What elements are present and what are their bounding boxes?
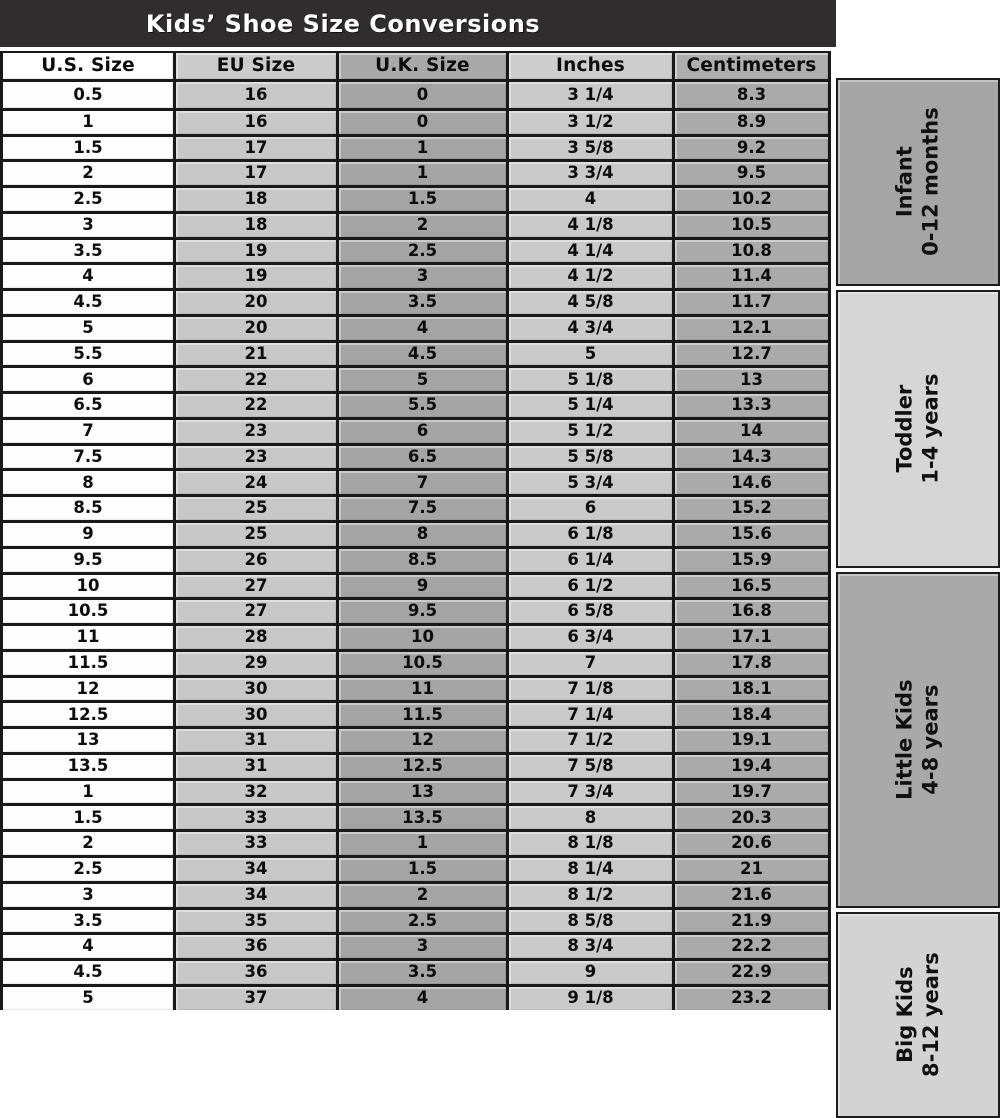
cell-us-size: 5 [0, 987, 173, 1010]
table-row [0, 752, 831, 778]
cell-centimeters: 10.8 [672, 240, 831, 263]
cell-uk-size: 0 [336, 111, 506, 134]
cell-inches: 6 [506, 497, 672, 520]
cell-us-size: 13 [0, 729, 173, 752]
cell-centimeters: 8.3 [672, 82, 831, 108]
cell-us-size: 12.5 [0, 703, 173, 726]
cell-centimeters: 18.1 [672, 678, 831, 701]
cell-eu-size: 35 [173, 910, 336, 933]
table-row [0, 443, 831, 469]
cell-inches: 7 1/2 [506, 729, 672, 752]
cell-centimeters: 19.1 [672, 729, 831, 752]
cell-eu-size: 22 [173, 394, 336, 417]
cell-eu-size: 20 [173, 317, 336, 340]
cell-us-size: 2.5 [0, 858, 173, 881]
cell-inches: 4 5/8 [506, 291, 672, 314]
table-row [0, 572, 831, 598]
cell-centimeters: 12.1 [672, 317, 831, 340]
cell-eu-size: 18 [173, 214, 336, 237]
cell-centimeters: 20.3 [672, 806, 831, 829]
cell-eu-size: 27 [173, 575, 336, 598]
cell-us-size: 9.5 [0, 549, 173, 572]
table-row [0, 546, 831, 572]
cell-centimeters: 19.7 [672, 781, 831, 804]
cell-eu-size: 28 [173, 626, 336, 649]
table-row [0, 932, 831, 958]
table-row [0, 494, 831, 520]
age-group-little-kids [836, 572, 1000, 908]
table-row [0, 314, 831, 340]
cell-us-size: 8.5 [0, 497, 173, 520]
cell-centimeters: 16.5 [672, 575, 831, 598]
cell-us-size: 4.5 [0, 291, 173, 314]
age-group-label [892, 108, 943, 257]
cell-inches: 8 5/8 [506, 910, 672, 933]
cell-centimeters: 22.9 [672, 961, 831, 984]
table-row [0, 958, 831, 984]
age-group-label [892, 680, 943, 800]
table-row [0, 211, 831, 237]
cell-uk-size: 4.5 [336, 343, 506, 366]
table-row [0, 82, 831, 108]
cell-uk-size: 1.5 [336, 188, 506, 211]
cell-uk-size: 0 [336, 82, 506, 108]
cell-eu-size: 16 [173, 82, 336, 108]
cell-inches: 5 1/8 [506, 368, 672, 391]
age-group-label [892, 953, 943, 1078]
cell-uk-size: 4 [336, 317, 506, 340]
cell-uk-size: 12.5 [336, 755, 506, 778]
table-header-row [0, 51, 831, 82]
cell-us-size: 3 [0, 214, 173, 237]
cell-eu-size: 24 [173, 471, 336, 494]
cell-centimeters: 22.2 [672, 935, 831, 958]
cell-centimeters: 21 [672, 858, 831, 881]
cell-us-size: 10.5 [0, 600, 173, 623]
cell-inches: 8 3/4 [506, 935, 672, 958]
cell-centimeters: 23.2 [672, 987, 831, 1010]
cell-uk-size: 3 [336, 935, 506, 958]
column-header-uk-size: U.K. Size [336, 53, 506, 79]
cell-uk-size: 13.5 [336, 806, 506, 829]
cell-inches: 8 1/4 [506, 858, 672, 881]
cell-uk-size: 10 [336, 626, 506, 649]
cell-inches: 3 1/2 [506, 111, 672, 134]
cell-inches: 5 1/4 [506, 394, 672, 417]
cell-eu-size: 20 [173, 291, 336, 314]
age-group-range: 0-12 months [918, 107, 942, 257]
cell-centimeters: 20.6 [672, 832, 831, 855]
cell-inches: 6 1/2 [506, 575, 672, 598]
cell-us-size: 7.5 [0, 446, 173, 469]
cell-inches: 7 1/4 [506, 703, 672, 726]
cell-us-size: 1.5 [0, 137, 173, 160]
cell-uk-size: 3 [336, 265, 506, 288]
table-row [0, 262, 831, 288]
cell-centimeters: 13 [672, 368, 831, 391]
cell-eu-size: 31 [173, 729, 336, 752]
cell-eu-size: 25 [173, 497, 336, 520]
cell-uk-size: 11.5 [336, 703, 506, 726]
cell-centimeters: 15.2 [672, 497, 831, 520]
cell-uk-size: 6.5 [336, 446, 506, 469]
age-group-name: Little Kids [892, 679, 917, 801]
cell-uk-size: 5.5 [336, 394, 506, 417]
table-row [0, 726, 831, 752]
table-row [0, 468, 831, 494]
cell-eu-size: 23 [173, 446, 336, 469]
table-row [0, 675, 831, 701]
cell-us-size: 2 [0, 162, 173, 185]
cell-inches: 6 1/8 [506, 523, 672, 546]
cell-centimeters: 11.7 [672, 291, 831, 314]
cell-uk-size: 1 [336, 832, 506, 855]
table-row [0, 829, 831, 855]
table-row [0, 597, 831, 623]
cell-centimeters: 10.2 [672, 188, 831, 211]
cell-us-size: 0.5 [0, 82, 173, 108]
age-group-label [892, 374, 943, 484]
cell-inches: 5 [506, 343, 672, 366]
cell-centimeters: 15.6 [672, 523, 831, 546]
cell-inches: 9 1/8 [506, 987, 672, 1010]
age-group-toddler [836, 290, 1000, 568]
cell-eu-size: 19 [173, 265, 336, 288]
cell-inches: 4 1/8 [506, 214, 672, 237]
cell-eu-size: 34 [173, 858, 336, 881]
cell-us-size: 4 [0, 935, 173, 958]
cell-centimeters: 12.7 [672, 343, 831, 366]
age-group-infant [836, 78, 1000, 286]
cell-eu-size: 25 [173, 523, 336, 546]
cell-centimeters: 15.9 [672, 549, 831, 572]
table-row [0, 134, 831, 160]
table-row [0, 649, 831, 675]
cell-uk-size: 3.5 [336, 291, 506, 314]
cell-centimeters: 16.8 [672, 600, 831, 623]
cell-eu-size: 18 [173, 188, 336, 211]
cell-eu-size: 30 [173, 703, 336, 726]
cell-eu-size: 17 [173, 137, 336, 160]
cell-eu-size: 32 [173, 781, 336, 804]
cell-us-size: 8 [0, 471, 173, 494]
cell-uk-size: 2.5 [336, 240, 506, 263]
cell-inches: 9 [506, 961, 672, 984]
table-row [0, 159, 831, 185]
cell-us-size: 1 [0, 111, 173, 134]
cell-inches: 8 1/8 [506, 832, 672, 855]
table-row [0, 881, 831, 907]
cell-eu-size: 36 [173, 935, 336, 958]
page-title: Kids’ Shoe Size Conversions [145, 9, 541, 38]
cell-eu-size: 17 [173, 162, 336, 185]
cell-centimeters: 14 [672, 420, 831, 443]
cell-eu-size: 19 [173, 240, 336, 263]
cell-centimeters: 10.5 [672, 214, 831, 237]
cell-centimeters: 17.8 [672, 652, 831, 675]
cell-centimeters: 8.9 [672, 111, 831, 134]
cell-centimeters: 21.9 [672, 910, 831, 933]
cell-uk-size: 11 [336, 678, 506, 701]
table-row [0, 907, 831, 933]
cell-centimeters: 21.6 [672, 884, 831, 907]
cell-eu-size: 23 [173, 420, 336, 443]
table-row [0, 288, 831, 314]
cell-us-size: 3 [0, 884, 173, 907]
cell-uk-size: 9 [336, 575, 506, 598]
cell-us-size: 13.5 [0, 755, 173, 778]
cell-eu-size: 22 [173, 368, 336, 391]
cell-us-size: 2 [0, 832, 173, 855]
table-row [0, 520, 831, 546]
table-row [0, 237, 831, 263]
cell-us-size: 5.5 [0, 343, 173, 366]
cell-inches: 3 1/4 [506, 82, 672, 108]
cell-eu-size: 27 [173, 600, 336, 623]
cell-us-size: 12 [0, 678, 173, 701]
title-bar [0, 0, 836, 47]
cell-us-size: 3.5 [0, 910, 173, 933]
cell-us-size: 3.5 [0, 240, 173, 263]
cell-inches: 5 3/4 [506, 471, 672, 494]
cell-uk-size: 1.5 [336, 858, 506, 881]
age-group-range: 4-8 years [917, 684, 942, 796]
column-header-centimeters: Centimeters [672, 53, 831, 79]
table-row [0, 700, 831, 726]
cell-centimeters: 13.3 [672, 394, 831, 417]
cell-us-size: 7 [0, 420, 173, 443]
cell-inches: 8 [506, 806, 672, 829]
cell-centimeters: 11.4 [672, 265, 831, 288]
cell-uk-size: 1 [336, 162, 506, 185]
conversion-table [0, 51, 831, 1010]
cell-inches: 7 1/8 [506, 678, 672, 701]
age-group-name: Toddler [892, 385, 917, 473]
table-row [0, 623, 831, 649]
cell-uk-size: 6 [336, 420, 506, 443]
cell-eu-size: 30 [173, 678, 336, 701]
cell-eu-size: 37 [173, 987, 336, 1010]
cell-us-size: 5 [0, 317, 173, 340]
cell-inches: 4 3/4 [506, 317, 672, 340]
cell-eu-size: 33 [173, 806, 336, 829]
cell-inches: 6 5/8 [506, 600, 672, 623]
age-group-name: Infant [892, 146, 917, 218]
cell-inches: 3 3/4 [506, 162, 672, 185]
cell-inches: 7 5/8 [506, 755, 672, 778]
table-row [0, 803, 831, 829]
cell-uk-size: 5 [336, 368, 506, 391]
cell-eu-size: 33 [173, 832, 336, 855]
cell-us-size: 1.5 [0, 806, 173, 829]
cell-centimeters: 9.5 [672, 162, 831, 185]
cell-inches: 4 1/2 [506, 265, 672, 288]
table-body [0, 82, 831, 1010]
cell-eu-size: 31 [173, 755, 336, 778]
cell-uk-size: 8 [336, 523, 506, 546]
cell-eu-size: 34 [173, 884, 336, 907]
cell-inches: 7 3/4 [506, 781, 672, 804]
cell-uk-size: 9.5 [336, 600, 506, 623]
cell-us-size: 1 [0, 781, 173, 804]
cell-us-size: 4 [0, 265, 173, 288]
cell-centimeters: 19.4 [672, 755, 831, 778]
cell-centimeters: 17.1 [672, 626, 831, 649]
cell-uk-size: 2 [336, 214, 506, 237]
cell-us-size: 2.5 [0, 188, 173, 211]
age-group-big-kids [836, 912, 1000, 1118]
table-row [0, 417, 831, 443]
cell-inches: 6 1/4 [506, 549, 672, 572]
cell-uk-size: 12 [336, 729, 506, 752]
table-row [0, 108, 831, 134]
table-row [0, 984, 831, 1010]
cell-inches: 5 1/2 [506, 420, 672, 443]
cell-eu-size: 26 [173, 549, 336, 572]
table-row [0, 778, 831, 804]
cell-us-size: 9 [0, 523, 173, 546]
cell-uk-size: 13 [336, 781, 506, 804]
column-header-eu-size: EU Size [173, 53, 336, 79]
table-row [0, 340, 831, 366]
cell-centimeters: 14.6 [672, 471, 831, 494]
cell-eu-size: 21 [173, 343, 336, 366]
cell-inches: 7 [506, 652, 672, 675]
cell-us-size: 11.5 [0, 652, 173, 675]
cell-us-size: 11 [0, 626, 173, 649]
cell-eu-size: 29 [173, 652, 336, 675]
cell-inches: 5 5/8 [506, 446, 672, 469]
cell-uk-size: 3.5 [336, 961, 506, 984]
cell-centimeters: 9.2 [672, 137, 831, 160]
cell-centimeters: 18.4 [672, 703, 831, 726]
table-row [0, 365, 831, 391]
cell-us-size: 6 [0, 368, 173, 391]
cell-uk-size: 10.5 [336, 652, 506, 675]
cell-inches: 3 5/8 [506, 137, 672, 160]
cell-centimeters: 14.3 [672, 446, 831, 469]
cell-uk-size: 2.5 [336, 910, 506, 933]
cell-uk-size: 7.5 [336, 497, 506, 520]
table-row [0, 855, 831, 881]
cell-us-size: 6.5 [0, 394, 173, 417]
cell-uk-size: 1 [336, 137, 506, 160]
age-group-name: Big Kids [892, 966, 917, 1064]
cell-inches: 8 1/2 [506, 884, 672, 907]
cell-us-size: 4.5 [0, 961, 173, 984]
cell-uk-size: 7 [336, 471, 506, 494]
cell-us-size: 10 [0, 575, 173, 598]
age-group-range: 1-4 years [918, 373, 942, 485]
cell-inches: 4 [506, 188, 672, 211]
cell-eu-size: 16 [173, 111, 336, 134]
cell-inches: 6 3/4 [506, 626, 672, 649]
cell-uk-size: 2 [336, 884, 506, 907]
cell-uk-size: 8.5 [336, 549, 506, 572]
cell-uk-size: 4 [336, 987, 506, 1010]
table-row [0, 391, 831, 417]
cell-inches: 4 1/4 [506, 240, 672, 263]
cell-eu-size: 36 [173, 961, 336, 984]
table-row [0, 185, 831, 211]
column-header-us-size: U.S. Size [0, 53, 173, 79]
column-header-inches: Inches [506, 53, 672, 79]
age-group-range: 8-12 years [917, 952, 942, 1078]
